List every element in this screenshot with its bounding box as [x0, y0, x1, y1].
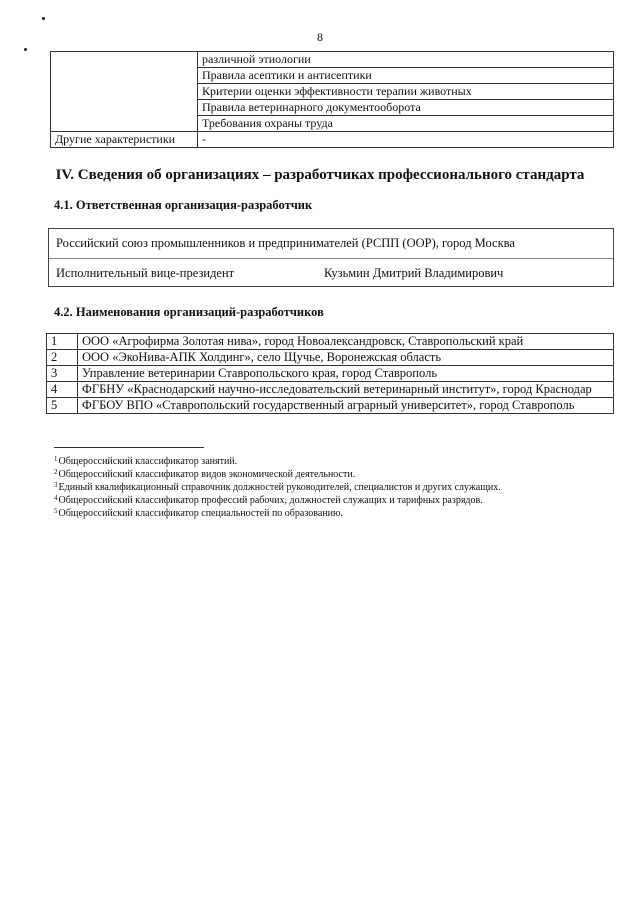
organization-cell: ООО «ЭкоНива-АПК Холдинг», село Щучье, Воронежская область — [78, 350, 614, 366]
position-title: Исполнительный вице-президент — [56, 266, 235, 280]
person-name: Кузьмин Дмитрий Владимирович — [324, 266, 504, 280]
subsection-4-1-title: 4.1. Ответственная организация-разработчик — [54, 198, 313, 212]
other-characteristics-label: Другие характеристики — [51, 132, 198, 148]
table-row — [47, 334, 614, 350]
footnotes — [54, 455, 501, 520]
organization-name: Российский союз промышленников и предпринимателей (РСПП (ООР), город Москва — [56, 236, 515, 250]
scan-mark-bottom — [24, 48, 27, 51]
footnote-text: Общероссийский классификатор видов экономической деятельности. — [58, 469, 356, 480]
table-cell: различной этиологии — [198, 52, 614, 68]
table-row — [47, 350, 614, 366]
table-cell: Правила асептики и антисептики — [198, 68, 614, 84]
table-row — [51, 132, 614, 148]
table-row — [47, 398, 614, 414]
table-cell: Правила ветеринарного документооборота — [198, 100, 614, 116]
footnote-mark: 3 — [54, 481, 58, 489]
organization-cell: ФГБНУ «Краснодарский научно-исследовательский ветеринарный институт», город Краснодар — [78, 382, 614, 398]
row-number: 4 — [47, 382, 78, 398]
organization-cell: Управление ветеринарии Ставропольского края, город Ставрополь — [78, 366, 614, 382]
characteristics-table — [50, 51, 614, 148]
organization-cell: ООО «Агрофирма Золотая нива», город Новоалександровск, Ставропольский край — [78, 334, 614, 350]
footnote-mark: 5 — [54, 507, 58, 515]
table-row — [47, 382, 614, 398]
footnote — [54, 481, 501, 494]
table-cell: Критерии оценки эффективности терапии животных — [198, 84, 614, 100]
row-number: 5 — [47, 398, 78, 414]
footnote — [54, 455, 501, 468]
table-row — [51, 52, 614, 68]
responsible-organization-box — [48, 228, 614, 287]
other-characteristics-value: - — [198, 132, 614, 148]
footnote-separator — [54, 447, 204, 448]
organization-cell: ФГБОУ ВПО «Ставропольский государственный аграрный университет», город Ставрополь — [78, 398, 614, 414]
footnote — [54, 494, 501, 507]
footnote-mark: 1 — [54, 455, 58, 463]
table-row — [47, 366, 614, 382]
row-number: 2 — [47, 350, 78, 366]
empty-label-cell — [51, 52, 198, 132]
footnote-text: Единый квалификационный справочник должностей руководителей, специалистов и других служащих. — [58, 482, 501, 493]
footnote — [54, 468, 501, 481]
footnote-text: Общероссийский классификатор занятий. — [58, 456, 238, 467]
table-cell: Требования охраны труда — [198, 116, 614, 132]
row-number: 1 — [47, 334, 78, 350]
footnote-mark: 2 — [54, 468, 58, 476]
divider — [49, 258, 613, 259]
footnote-text: Общероссийский классификатор специальностей по образованию. — [58, 508, 343, 519]
subsection-4-2-title: 4.2. Наименования организаций-разработчиков — [54, 305, 324, 319]
page-number: 8 — [317, 30, 323, 44]
footnote-mark: 4 — [54, 494, 58, 502]
scan-mark-top — [42, 17, 45, 20]
section-title: IV. Сведения об организациях – разработчиках профессионального стандарта — [55, 167, 585, 183]
row-number: 3 — [47, 366, 78, 382]
developers-table — [46, 333, 614, 414]
footnote-text: Общероссийский классификатор профессий рабочих, должностей служащих и тарифных разрядов. — [58, 495, 483, 506]
footnote — [54, 507, 501, 520]
